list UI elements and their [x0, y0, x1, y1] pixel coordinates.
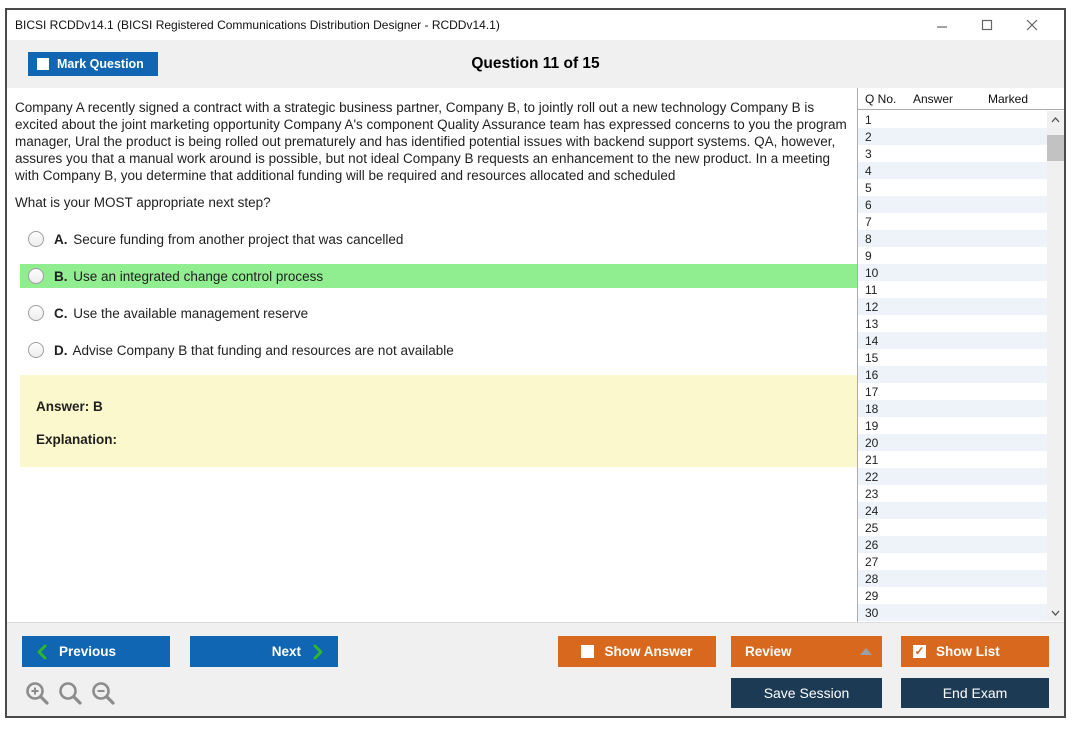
end-exam-label: End Exam — [942, 685, 1008, 701]
radio-icon[interactable] — [28, 231, 44, 247]
row-qno: 11 — [865, 282, 878, 297]
row-qno: 4 — [865, 163, 872, 178]
mark-question-button[interactable] — [28, 52, 158, 76]
question-list-row[interactable] — [858, 298, 1047, 315]
next-button[interactable] — [190, 636, 338, 667]
exam-header — [7, 40, 1064, 88]
option-text: B. Use an integrated change control process — [54, 268, 324, 284]
row-qno: 22 — [865, 469, 879, 484]
zoom-controls — [25, 681, 117, 707]
question-list-panel — [857, 88, 1064, 622]
question-list-row[interactable] — [858, 230, 1047, 247]
show-answer-button[interactable] — [558, 636, 716, 667]
question-list-row[interactable] — [858, 111, 1047, 128]
row-qno: 13 — [865, 316, 879, 331]
footer-bar — [7, 622, 1064, 716]
question-list-row[interactable] — [858, 502, 1047, 519]
question-list-row[interactable] — [858, 587, 1047, 604]
window-title: BICSI RCDDv14.1 (BICSI Registered Communications Distribution Designer - RCDDv14.1) — [15, 18, 500, 32]
row-qno: 14 — [865, 333, 879, 348]
option-text: A. Secure funding from another project that was cancelled — [54, 231, 404, 247]
row-qno: 15 — [865, 350, 879, 365]
question-list-row[interactable] — [858, 383, 1047, 400]
show-answer-label: Show Answer — [604, 644, 693, 659]
row-qno: 30 — [865, 605, 879, 620]
mark-question-label: Mark Question — [57, 57, 144, 71]
options-list — [15, 227, 857, 362]
question-pane — [7, 88, 857, 622]
radio-icon[interactable] — [28, 268, 44, 284]
row-qno: 28 — [865, 571, 879, 586]
scrollbar-thumb[interactable] — [1047, 135, 1064, 161]
title-bar — [7, 10, 1064, 40]
question-list-row[interactable] — [858, 145, 1047, 162]
question-list-header — [858, 88, 1064, 110]
row-qno: 26 — [865, 537, 879, 552]
radio-icon[interactable] — [28, 342, 44, 358]
question-list-row[interactable] — [858, 196, 1047, 213]
row-qno: 6 — [865, 197, 872, 212]
question-list-row[interactable] — [858, 434, 1047, 451]
question-list-row[interactable] — [858, 400, 1047, 417]
question-list-row[interactable] — [858, 553, 1047, 570]
minimize-button[interactable] — [919, 12, 964, 38]
close-icon — [1026, 19, 1038, 31]
row-qno: 9 — [865, 248, 872, 263]
question-list — [858, 111, 1047, 621]
end-exam-button[interactable] — [901, 678, 1049, 708]
maximize-button[interactable] — [964, 12, 1009, 38]
row-qno: 2 — [865, 129, 872, 144]
checkbox-unchecked-icon[interactable] — [37, 58, 49, 70]
row-qno: 1 — [865, 112, 872, 127]
question-list-row[interactable] — [858, 213, 1047, 230]
question-list-row[interactable] — [858, 451, 1047, 468]
checkbox-checked-icon[interactable]: ✓ — [914, 644, 925, 658]
triangle-up-icon — [860, 648, 872, 655]
row-qno: 19 — [865, 418, 879, 433]
minimize-icon — [936, 19, 948, 31]
save-session-label: Save Session — [763, 685, 850, 701]
row-qno: 23 — [865, 486, 879, 501]
question-list-row[interactable] — [858, 281, 1047, 298]
previous-button[interactable] — [22, 636, 170, 667]
chevron-down-icon — [1051, 610, 1060, 616]
question-list-row[interactable] — [858, 519, 1047, 536]
question-prompt: What is your MOST appropriate next step? — [15, 195, 271, 210]
show-list-button[interactable] — [901, 636, 1049, 667]
row-qno: 18 — [865, 401, 879, 416]
question-list-row[interactable] — [858, 332, 1047, 349]
close-button[interactable] — [1009, 12, 1054, 38]
question-list-row[interactable] — [858, 247, 1047, 264]
next-label: Next — [271, 644, 301, 659]
row-qno: 25 — [865, 520, 879, 535]
question-list-row[interactable] — [858, 417, 1047, 434]
chevron-right-icon — [313, 644, 324, 660]
col-marked: Marked — [988, 91, 1029, 106]
checkbox-unchecked-icon[interactable] — [581, 645, 594, 658]
row-qno: 16 — [865, 367, 879, 382]
row-qno: 21 — [865, 452, 879, 467]
save-session-button[interactable] — [731, 678, 882, 708]
chevron-up-icon — [1051, 117, 1060, 123]
review-label: Review — [745, 644, 792, 659]
maximize-icon — [981, 19, 993, 31]
show-list-label: Show List — [936, 644, 1000, 659]
question-list-row[interactable] — [858, 536, 1047, 553]
question-list-row[interactable] — [858, 570, 1047, 587]
radio-icon[interactable] — [28, 305, 44, 321]
question-list-row[interactable] — [858, 468, 1047, 485]
row-qno: 29 — [865, 588, 879, 603]
window-controls — [919, 12, 1064, 38]
row-qno: 12 — [865, 299, 879, 314]
option-text: D. Advise Company B that funding and resources are not available — [54, 342, 454, 358]
answer-text: Answer: B — [36, 399, 103, 414]
option-a[interactable] — [20, 227, 859, 251]
previous-label: Previous — [59, 644, 117, 659]
option-text: C. Use the available management reserve — [54, 305, 309, 321]
scrollbar[interactable] — [1047, 111, 1064, 621]
question-body: Company A recently signed a contract with a strategic business partner, Company B, to jointly roll out a new technology Company B is excited about the joint marketing opportunity Company A's component Quality Assurance team has expressed concerns to you the program manager, Ural the product is being rolled out prematurely and has identified potential issues with backend support systems. QA, however, assures you that a manual work around is possible, but not ideal Company B requests an enhancement to the new product. In a meeting with Company B, you determine that additional funding will be required and resources allocated and scheduled — [15, 100, 847, 183]
row-qno: 24 — [865, 503, 879, 518]
question-list-row[interactable] — [858, 604, 1047, 621]
option-b[interactable] — [20, 264, 859, 288]
scroll-down-arrow[interactable] — [1047, 604, 1064, 621]
row-qno: 10 — [865, 265, 879, 280]
question-list-row[interactable] — [858, 315, 1047, 332]
question-list-row[interactable] — [858, 366, 1047, 383]
answer-panel — [20, 375, 859, 467]
main-content — [7, 88, 1064, 622]
row-qno: 3 — [865, 146, 872, 161]
question-list-row[interactable] — [858, 349, 1047, 366]
question-list-row[interactable] — [858, 128, 1047, 145]
question-list-row[interactable] — [858, 162, 1047, 179]
question-list-row[interactable] — [858, 179, 1047, 196]
zoom-out-icon[interactable] — [91, 681, 117, 707]
row-qno: 20 — [865, 435, 879, 450]
question-list-row[interactable] — [858, 264, 1047, 281]
zoom-in-icon[interactable] — [25, 681, 51, 707]
row-qno: 27 — [865, 554, 879, 569]
app-window — [5, 8, 1066, 718]
question-counter: Question 11 of 15 — [471, 55, 600, 72]
chevron-left-icon — [36, 644, 47, 660]
explanation-label: Explanation: — [36, 432, 118, 447]
col-answer: Answer — [913, 91, 954, 106]
review-dropdown-button[interactable] — [731, 636, 882, 667]
scroll-up-arrow[interactable] — [1047, 111, 1064, 128]
col-qno: Q No. — [865, 91, 897, 106]
option-c[interactable] — [20, 301, 859, 325]
question-list-row[interactable] — [858, 485, 1047, 502]
option-d[interactable] — [20, 338, 859, 362]
row-qno: 17 — [865, 384, 879, 399]
row-qno: 7 — [865, 214, 872, 229]
row-qno: 8 — [865, 231, 872, 246]
row-qno: 5 — [865, 180, 872, 195]
zoom-icon[interactable] — [58, 681, 84, 707]
